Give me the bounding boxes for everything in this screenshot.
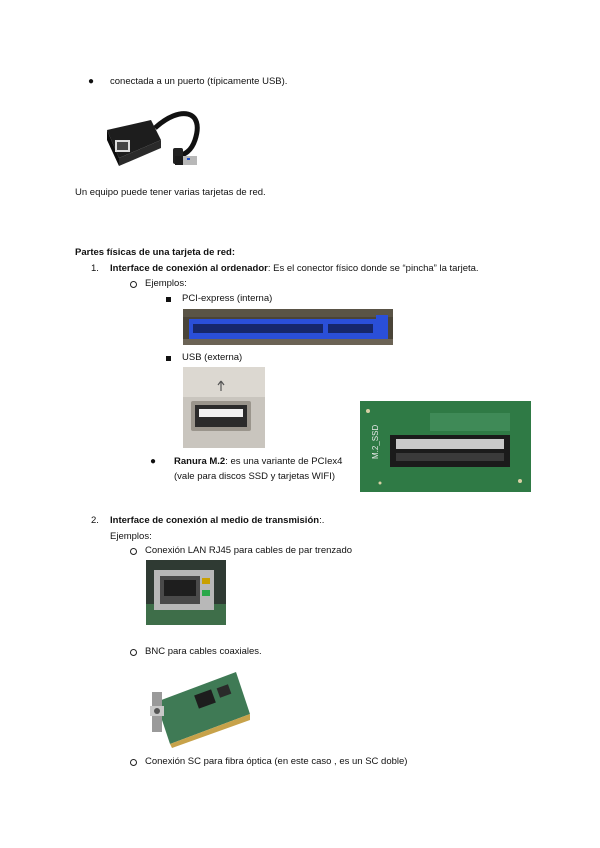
m2-desc-2: (vale para discos SSD y tarjetas WIFI) [174,471,336,482]
bnc-label: BNC para cables coaxiales. [145,646,262,657]
usb-ethernet-adapter-image [95,100,210,178]
pcie-slot-image [183,309,393,345]
equipment-note: Un equipo puede tener varias tarjetas de red. [75,187,266,198]
item2-examples-label: Ejemplos: [110,531,152,542]
item1-line [110,263,479,275]
ring-bullet-icon [130,649,137,656]
square-bullet-icon [166,297,171,302]
m2-silkscreen: M.2_SSD [371,424,380,459]
bullet-icon: ● [150,456,157,467]
ring-bullet-icon [130,548,137,555]
item2-number: 2. [91,515,99,526]
rj45-port-image [146,560,226,625]
section-heading: Partes físicas de una tarjeta de red: [75,247,235,258]
item2-title-suffix: :. [319,515,325,526]
m2-line [174,456,342,468]
item2-line [110,515,324,527]
item1-title: Interface de conexión al ordenador [110,263,268,274]
item1-examples-label: Ejemplos: [145,278,187,289]
sc-label: Conexión SC para fibra óptica (en este caso , es un SC doble) [145,756,408,767]
bullet-icon: ● [88,76,95,87]
item1-number: 1. [91,263,99,274]
m2-slot-image [360,401,531,492]
m2-desc: : es una variante de PCIex4 [225,456,343,467]
m2-title: Ranura M.2 [174,456,226,467]
item1-desc: : Es el conector físico donde se “pincha” la tarjeta. [267,263,479,274]
usb-label: USB (externa) [182,352,243,363]
item2-title: Interface de conexión al medio de transmisión [110,515,320,526]
square-bullet-icon [166,356,171,361]
bnc-network-card-image [146,662,258,749]
intro-bullet-text: conectada a un puerto (típicamente USB). [110,76,288,87]
ring-bullet-icon [130,281,137,288]
usb-port-image [183,367,265,448]
rj45-label: Conexión LAN RJ45 para cables de par trenzado [145,545,353,556]
pci-label: PCI-express (interna) [182,293,273,304]
ring-bullet-icon [130,759,137,766]
